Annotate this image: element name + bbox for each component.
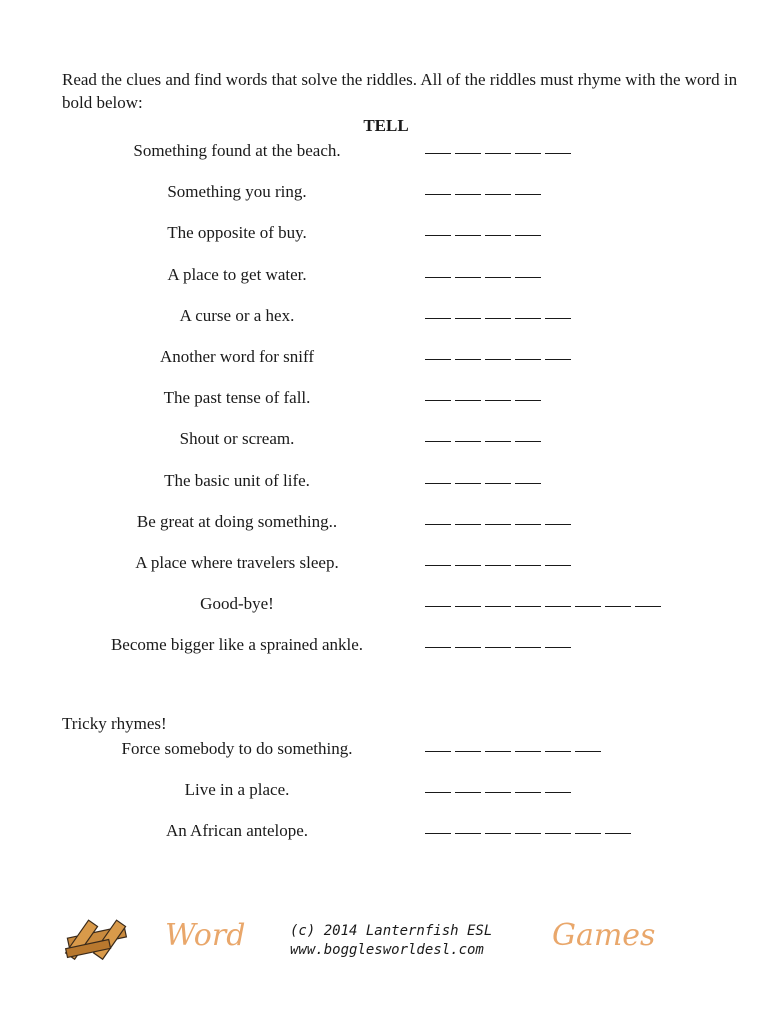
answer-blanks[interactable]: [425, 565, 571, 566]
riddle-clue: Good-bye!: [200, 594, 274, 614]
riddle-row: [0, 737, 768, 761]
letter-blank[interactable]: [575, 833, 601, 834]
letter-blank[interactable]: [545, 792, 571, 793]
answer-blanks[interactable]: [425, 751, 601, 752]
answer-blanks[interactable]: [425, 792, 571, 793]
letter-blank[interactable]: [455, 647, 481, 648]
riddle-clue: Be great at doing something..: [136, 511, 338, 531]
letter-blank[interactable]: [485, 606, 511, 607]
letter-blank[interactable]: [455, 524, 481, 525]
riddle-clue: A place where travelers sleep.: [135, 553, 339, 572]
letter-blank[interactable]: [425, 647, 451, 648]
tricky-heading: Tricky rhymes!: [62, 714, 167, 733]
riddle-clue: Force somebody to do something.: [121, 739, 353, 758]
copyright-text: (c) 2014 Lanternfish ESL: [290, 923, 493, 939]
riddle-row: [0, 345, 768, 369]
letter-blank[interactable]: [515, 441, 541, 442]
letter-blank[interactable]: [455, 318, 481, 319]
letter-blank[interactable]: [515, 318, 541, 319]
letter-blank[interactable]: [425, 565, 451, 566]
riddle-clue: The past tense of fall.: [163, 388, 311, 408]
letter-blank[interactable]: [455, 235, 481, 236]
letter-blank[interactable]: [515, 565, 541, 566]
riddle-clue: Become bigger like a sprained ankle.: [110, 635, 364, 655]
letter-blank[interactable]: [425, 606, 451, 607]
letter-blank[interactable]: [485, 194, 511, 195]
letter-blank[interactable]: [485, 153, 511, 154]
letter-blank[interactable]: [515, 751, 541, 752]
riddle-clue: A place to get water.: [167, 264, 307, 284]
riddle-row: [0, 304, 768, 328]
riddle-row: [0, 180, 768, 204]
word-label: Word: [165, 918, 246, 953]
letter-blank[interactable]: [425, 153, 451, 154]
footer: [0, 910, 768, 970]
letter-blank[interactable]: [455, 400, 481, 401]
riddle-row: [0, 592, 768, 616]
letter-blank[interactable]: [485, 524, 511, 525]
answer-blanks[interactable]: [425, 524, 571, 525]
copyright-block: [290, 922, 492, 960]
riddle-row: [0, 819, 768, 843]
riddle-row: [0, 386, 768, 410]
letter-blank[interactable]: [455, 565, 481, 566]
answer-blanks[interactable]: [425, 400, 541, 401]
letter-blank[interactable]: [455, 792, 481, 793]
riddle-row: [0, 139, 768, 163]
letter-blank[interactable]: [485, 565, 511, 566]
answer-blanks[interactable]: [425, 606, 661, 607]
letter-blank[interactable]: [425, 277, 451, 278]
letter-blank[interactable]: [455, 359, 481, 360]
games-label: Games: [552, 918, 656, 953]
riddle-clue: An African antelope.: [165, 821, 309, 841]
riddle-row: [0, 263, 768, 287]
letter-blank[interactable]: [545, 606, 571, 607]
letter-blank[interactable]: [455, 153, 481, 154]
riddle-clue: The basic unit of life.: [164, 470, 310, 490]
riddle-clue: Another word for sniff: [159, 347, 315, 366]
answer-blanks[interactable]: [425, 153, 571, 154]
answer-blanks[interactable]: [425, 277, 541, 278]
letter-blank[interactable]: [575, 606, 601, 607]
riddle-clue: Something you ring.: [167, 182, 307, 202]
riddle-row: [0, 778, 768, 802]
letter-blank[interactable]: [545, 318, 571, 319]
letter-blank[interactable]: [485, 483, 511, 484]
letter-blank[interactable]: [425, 483, 451, 484]
letter-blank[interactable]: [545, 751, 571, 752]
riddle-clue: The opposite of buy.: [167, 223, 307, 243]
letter-blank[interactable]: [545, 359, 571, 360]
letter-blank[interactable]: [485, 235, 511, 236]
letter-blank[interactable]: [485, 792, 511, 793]
letter-blank[interactable]: [425, 792, 451, 793]
letter-blank[interactable]: [485, 647, 511, 648]
letter-blank[interactable]: [545, 647, 571, 648]
letter-blank[interactable]: [455, 483, 481, 484]
riddle-row: [0, 633, 768, 657]
answer-blanks[interactable]: [425, 483, 541, 484]
riddle-clue: Something found at the beach.: [133, 141, 341, 160]
riddle-row: [0, 510, 768, 534]
letter-blank[interactable]: [515, 647, 541, 648]
letter-blank[interactable]: [545, 153, 571, 154]
letter-blank[interactable]: [425, 318, 451, 319]
letter-blank[interactable]: [605, 606, 631, 607]
letter-blank[interactable]: [425, 235, 451, 236]
letter-blank[interactable]: [515, 235, 541, 236]
letter-blank[interactable]: [515, 400, 541, 401]
letter-blank[interactable]: [425, 751, 451, 752]
letter-blank[interactable]: [455, 751, 481, 752]
riddle-clue: Live in a place.: [184, 780, 290, 800]
letter-blank[interactable]: [485, 318, 511, 319]
instructions: Read the clues and find words that solve the riddles. All of the riddles must rhyme with the word in bold below:: [62, 70, 738, 112]
letter-blank[interactable]: [515, 194, 541, 195]
letter-blank[interactable]: [485, 441, 511, 442]
answer-blanks[interactable]: [425, 235, 541, 236]
letter-blank[interactable]: [515, 606, 541, 607]
letter-blank[interactable]: [515, 792, 541, 793]
letter-blank[interactable]: [635, 606, 661, 607]
letter-blank[interactable]: [485, 751, 511, 752]
answer-blanks[interactable]: [425, 194, 541, 195]
riddle-row: [0, 469, 768, 493]
letter-blank[interactable]: [455, 194, 481, 195]
letter-blank[interactable]: [485, 400, 511, 401]
answer-blanks[interactable]: [425, 833, 631, 834]
letter-blank[interactable]: [455, 606, 481, 607]
riddle-row: [0, 221, 768, 245]
answer-blanks[interactable]: [425, 647, 571, 648]
letter-blank[interactable]: [515, 524, 541, 525]
letter-blank[interactable]: [455, 277, 481, 278]
letter-blank[interactable]: [485, 277, 511, 278]
letter-blank[interactable]: [485, 833, 511, 834]
letter-blank[interactable]: [455, 441, 481, 442]
letter-blank[interactable]: [455, 833, 481, 834]
website-link[interactable]: www.bogglesworldesl.com: [290, 942, 484, 958]
letter-blank[interactable]: [425, 400, 451, 401]
letter-blank[interactable]: [515, 833, 541, 834]
letter-blank[interactable]: [545, 524, 571, 525]
crossword-logo-icon: [62, 918, 132, 967]
letter-blank[interactable]: [515, 277, 541, 278]
rhyme-word: TELL: [363, 116, 409, 135]
letter-blank[interactable]: [485, 359, 511, 360]
letter-blank[interactable]: [425, 833, 451, 834]
riddle-row: [0, 551, 768, 575]
letter-blank[interactable]: [425, 524, 451, 525]
letter-blank[interactable]: [545, 833, 571, 834]
letter-blank[interactable]: [425, 359, 451, 360]
letter-blank[interactable]: [575, 751, 601, 752]
letter-blank[interactable]: [515, 483, 541, 484]
letter-blank[interactable]: [545, 565, 571, 566]
riddle-row: [0, 427, 768, 451]
letter-blank[interactable]: [605, 833, 631, 834]
letter-blank[interactable]: [425, 194, 451, 195]
riddle-clue: A curse or a hex.: [179, 305, 295, 325]
answer-blanks[interactable]: [425, 441, 541, 442]
letter-blank[interactable]: [425, 441, 451, 442]
letter-blank[interactable]: [515, 153, 541, 154]
riddle-clue: Shout or scream.: [179, 429, 295, 449]
letter-blank[interactable]: [515, 359, 541, 360]
answer-blanks[interactable]: [425, 318, 571, 319]
answer-blanks[interactable]: [425, 359, 571, 360]
